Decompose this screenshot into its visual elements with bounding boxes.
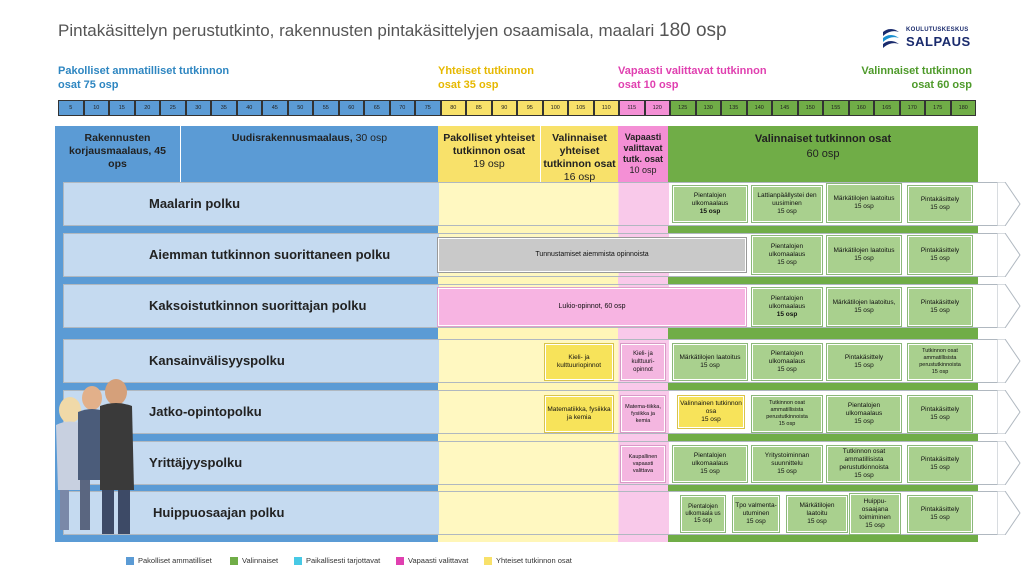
path-label: Jatko-opintopolku: [149, 404, 262, 419]
box-text: Lukio-opinnot, 60 osp: [558, 303, 626, 310]
path-label: Kaksoistutkinnon suorittajan polku: [149, 298, 367, 313]
path-label: Aiemman tutkinnon suorittaneen polku: [149, 247, 391, 262]
box-text: Pientalojen ulkomaalaus: [768, 243, 806, 258]
scale-tick: 40: [237, 100, 263, 116]
box-r5-pientalojen: [827, 396, 901, 432]
logo-name: SALPAUS: [906, 34, 971, 49]
box-osp: 15 osp: [930, 464, 950, 471]
box-text: Tpo valmenta-utuminen: [735, 502, 777, 517]
title-text: Pintakäsittelyn perustutkinto, rakennusten pintakäsittelyjen osaamisala, maalari: [58, 21, 655, 40]
box-r4-kieli-vapaa: [621, 344, 665, 380]
box-text: Kieli- ja kulttuuriopinnot: [556, 354, 602, 369]
box-osp: 15 osp: [854, 362, 874, 369]
col-valyht-l3: tutkinnon osat: [543, 158, 616, 170]
box-osp: 15 osp: [930, 307, 950, 314]
col-valyht-l1: Valinnaiset: [552, 132, 607, 144]
box-text: Pientalojen ulkomaalaus: [768, 295, 806, 310]
segment-pakolliset-l1: Pakolliset ammatilliset tutkinnon: [58, 65, 230, 77]
box-osp: 15 osp: [746, 518, 766, 525]
box-r7-pintakasittely: [908, 496, 972, 532]
path-row-yellow-part: [439, 183, 619, 225]
box-r7-pientalojen: [681, 496, 725, 532]
box-text: Pintakäsittely: [920, 456, 960, 463]
box-r5-matematiikka: [545, 396, 613, 432]
box-osp: 15 osp: [777, 208, 797, 215]
col-val-l1: Valinnaiset tutkinnon osat: [754, 133, 892, 145]
box-text: Yritystoiminnan suunnittelu: [764, 452, 810, 467]
col-vap-l3: tutk. osat: [622, 154, 663, 164]
box-osp: 15 osp: [854, 203, 874, 210]
box-text: Matematiikka, fysiikka ja kemia: [547, 406, 611, 421]
legend-text: Valinnaiset: [242, 556, 279, 565]
scale-tick: 155: [823, 100, 849, 116]
legend-text: Yhteiset tutkinnon osat: [496, 556, 572, 565]
path-arrow-icon: [997, 441, 1021, 485]
box-text: Pientalojen ulkomaalaus: [691, 452, 729, 467]
box-r7-huippuosaaja: [850, 494, 900, 534]
box-text: Pintakäsittely: [920, 196, 960, 203]
salpaus-logo: [880, 24, 980, 52]
scale-tick: 35: [211, 100, 237, 116]
path-arrow-icon: [997, 284, 1021, 328]
box-text: Pintakäsittely: [920, 247, 960, 254]
box-osp: 15 osp: [700, 468, 720, 475]
legend-pakolliset: [126, 556, 212, 565]
box-r3-pintakasittely: [908, 288, 972, 326]
scale-tick: 30: [186, 100, 212, 116]
col-vap-n: 10 osp: [629, 165, 657, 175]
box-text: Tutkinnon osat ammatillisista perustutkinnoista: [919, 348, 961, 368]
box-text: Pientalojen ulkomaalaus: [845, 402, 883, 417]
scale-tick: 10: [84, 100, 110, 116]
box-osp: 15 osp: [693, 517, 712, 524]
box-text: Lattianpäällystei den uusiminen: [757, 192, 817, 207]
legend-text: Vapaasti valittavat: [408, 556, 469, 565]
path-arrow-icon: [997, 491, 1021, 535]
box-osp: 15 osp: [777, 366, 797, 373]
scale-tick: 130: [696, 100, 722, 116]
scale-tick: 70: [390, 100, 416, 116]
path-row-yellow-part: [439, 442, 619, 484]
scale-tick: 55: [313, 100, 339, 116]
col-valyht-n: 16 osp: [563, 171, 596, 183]
box-osp: 15 osp: [854, 307, 874, 314]
box-osp: 15 osp: [807, 518, 827, 525]
box-text: Pientalojen ulkomaalaus: [768, 350, 806, 365]
segment-valinnaiset: [830, 64, 972, 92]
box-text: Märkätilojen laatoitus: [833, 247, 895, 254]
col-vapaasti: [618, 126, 668, 182]
box-text: Pintakäsittely: [844, 354, 884, 361]
scale-tick: 125: [670, 100, 696, 116]
segment-vapaasti-l1: Vapaasti valittavat tutkinnon: [618, 65, 767, 77]
legend-paikallisesti: [294, 556, 380, 565]
segment-vapaasti: [618, 64, 767, 92]
col-pakyht-l2: tutkinnon osat: [452, 145, 526, 157]
students-illustration-icon: [48, 370, 143, 540]
box-r5-valinnainen: [678, 396, 744, 428]
scale-tick: 60: [339, 100, 365, 116]
box-text: Kieli- ja kulttuuri-opinnot: [631, 351, 655, 373]
path-arrow-icon: [997, 182, 1021, 226]
col-korjausmaalaus: [55, 126, 181, 182]
col-val-n: 60 osp: [806, 148, 840, 160]
box-r6-pientalojen: [673, 446, 747, 482]
box-text: Märkätilojen laatoitus: [679, 354, 741, 361]
legend-text: Paikallisesti tarjottavat: [306, 556, 381, 565]
box-text: Tunnustamiset aiemmista opinnoista: [535, 251, 649, 258]
box-r7-markatila: [787, 496, 847, 532]
box-r4-pintakasittely: [827, 344, 901, 380]
box-osp: 15 osp: [778, 421, 796, 427]
title-points: 180 osp: [659, 20, 727, 41]
scale-tick: 165: [874, 100, 900, 116]
scale-tick: 20: [135, 100, 161, 116]
path-row-blue-part: [64, 183, 439, 225]
col-pakyht-n: 19 osp: [473, 158, 505, 170]
osp-scale: [58, 100, 976, 116]
scale-tick: 180: [951, 100, 977, 116]
box-text: Pientalojen ulkomaala us: [685, 503, 721, 517]
legend-swatch-pink: [396, 557, 404, 565]
col-korjaus-l3: ops: [108, 158, 127, 170]
col-korjaus-l2: korjausmaalaus, 45: [69, 145, 166, 157]
path-label: Huippuosaajan polku: [153, 505, 285, 520]
path-arrow-icon: [997, 233, 1021, 277]
box-r1-lattia: [752, 186, 822, 222]
legend-swatch-yellow: [484, 557, 492, 565]
box-r2-tunnustamiset: [438, 238, 746, 272]
path-row-pink-part: [619, 183, 669, 225]
box-r6-yritystoiminta: [752, 446, 822, 482]
logo-subtitle: KOULUTUSKESKUS: [906, 27, 969, 33]
box-r4-pientalojen: [752, 344, 822, 380]
box-text: Pientalojen ulkomaalaus: [691, 192, 729, 207]
scale-tick: 5: [58, 100, 84, 116]
box-text: Matema-tiikka, fysiikka ja kemia: [625, 403, 661, 424]
legend-valinnaiset: [230, 556, 278, 565]
box-r4-markatila: [673, 344, 747, 380]
segment-yhteiset-l2: osat 35 osp: [438, 79, 499, 91]
scale-tick: 45: [262, 100, 288, 116]
box-text: Märkätilojen laatoitus: [833, 195, 895, 202]
box-r4-kieli: [545, 344, 613, 380]
scale-tick: 15: [109, 100, 135, 116]
box-osp: 15 osp: [854, 472, 874, 479]
page-title: [58, 20, 727, 42]
box-osp: 15 osp: [700, 362, 720, 369]
box-text: Pintakäsittely: [920, 299, 960, 306]
path-label: Maalarin polku: [149, 196, 241, 211]
scale-tick: 175: [925, 100, 951, 116]
scale-tick: 120: [645, 100, 671, 116]
scale-tick: 160: [849, 100, 875, 116]
path-label: Yrittäjyyspolku: [149, 455, 243, 470]
legend-swatch-blue: [126, 557, 134, 565]
scale-tick: 145: [772, 100, 798, 116]
col-korjaus-l1: Rakennusten: [84, 132, 151, 144]
box-r1-pientalojen: [673, 186, 747, 222]
scale-tick: 85: [466, 100, 492, 116]
scale-tick: 50: [288, 100, 314, 116]
logo-mark-icon: [880, 26, 902, 50]
legend-vapaasti: [396, 556, 468, 565]
col-pakyht-l1: Pakolliset yhteiset: [443, 132, 535, 144]
segment-yhteiset-l1: Yhteiset tutkinnon: [438, 65, 534, 77]
scale-tick: 75: [415, 100, 441, 116]
box-text: Huippu-osaajana toimiminen: [859, 498, 891, 521]
box-r6-pintakasittely: [908, 446, 972, 482]
box-r2-markatila: [827, 236, 901, 274]
box-text: Tutkinnon osat ammatillisista perustutkinnoista: [839, 448, 889, 471]
segment-yhteiset: [438, 64, 534, 92]
col-uudis-n: 30 osp: [352, 132, 388, 144]
box-osp: 15 osp: [701, 416, 721, 423]
box-r3-pientalojen: [752, 288, 822, 326]
col-valyht-l2: yhteiset: [559, 145, 600, 157]
box-text: Tutkinnon osat ammatillisista perustutkinnoista: [766, 400, 808, 420]
segment-valinnaiset-l1: Valinnaiset tutkinnon: [861, 65, 972, 77]
box-r6-kaupallinen: [621, 446, 665, 482]
box-osp: 15 osp: [930, 204, 950, 211]
box-osp: 15 osp: [865, 522, 885, 529]
scale-tick: 115: [619, 100, 645, 116]
col-uudis-l1: Uudisrakennusmaalaus,: [231, 132, 353, 144]
box-r5-tutkinnon-osat: [752, 396, 822, 432]
box-r6-tutkinnon-osat: [827, 446, 901, 482]
box-r1-markatila: [827, 184, 901, 222]
scale-tick: 100: [543, 100, 569, 116]
col-valinnaiset: [668, 126, 978, 182]
box-osp: 15 osp: [777, 259, 797, 266]
legend-swatch-green: [230, 557, 238, 565]
box-r3-lukio: [438, 288, 746, 326]
scale-tick: 110: [594, 100, 620, 116]
box-osp: 15 osp: [854, 255, 874, 262]
legend-text: Pakolliset ammatilliset: [138, 556, 212, 565]
box-r4-tutkinnon-osat: [908, 344, 972, 380]
box-r2-pintakasittely: [908, 236, 972, 274]
col-valinnaiset-yhteiset: [541, 126, 618, 182]
box-osp: 15 osp: [930, 255, 950, 262]
box-r3-markatila: [827, 288, 901, 326]
scale-tick: 65: [364, 100, 390, 116]
box-text: Märkätilojen laatoitu: [799, 502, 835, 517]
segment-pakolliset-l2: osat 75 osp: [58, 79, 119, 91]
legend-swatch-cyan: [294, 557, 302, 565]
box-osp: 15 osp: [854, 418, 874, 425]
scale-tick: 25: [160, 100, 186, 116]
scale-tick: 90: [492, 100, 518, 116]
path-row-yellow-part: [439, 492, 619, 534]
scale-tick: 150: [798, 100, 824, 116]
box-text: Pintakäsittely: [920, 506, 960, 513]
path-arrow-icon: [997, 390, 1021, 434]
scale-tick: 135: [721, 100, 747, 116]
segment-vapaasti-l2: osat 10 osp: [618, 79, 679, 91]
box-r7-tpo: [733, 496, 779, 532]
box-osp: 15 osp: [699, 208, 721, 215]
box-osp: 15 osp: [930, 414, 950, 421]
path-label: Kansainvälisyyspolku: [149, 353, 285, 368]
scale-tick: 105: [568, 100, 594, 116]
box-text: Pintakäsittely: [920, 406, 960, 413]
scale-tick: 80: [441, 100, 467, 116]
col-vap-l1: Vapaasti: [624, 132, 662, 142]
box-r5-matematiikka-vapaa: [621, 396, 665, 432]
box-osp: 15 osp: [777, 468, 797, 475]
scale-tick: 140: [747, 100, 773, 116]
path-row-pink-part: [619, 492, 669, 534]
box-r1-pintakasittely: [908, 186, 972, 222]
box-r5-pintakasittely: [908, 396, 972, 432]
scale-tick: 95: [517, 100, 543, 116]
path-arrow-icon: [997, 339, 1021, 383]
legend-yhteiset: [484, 556, 572, 565]
segment-valinnaiset-l2: osat 60 osp: [911, 79, 972, 91]
scale-tick: 170: [900, 100, 926, 116]
segment-pakolliset: [58, 64, 229, 92]
box-osp: 15 osp: [776, 311, 798, 318]
box-text: Valinnainen tutkinnon osa: [680, 400, 742, 415]
col-pakolliset-yhteiset: [438, 126, 541, 182]
box-r2-pientalojen: [752, 236, 822, 274]
box-text: Kaupallinen vapaasti valittava: [628, 453, 658, 474]
col-uudisrakennus: [181, 126, 438, 182]
box-osp: 15 osp: [930, 514, 950, 521]
box-text: Märkätilojen laatoitus,: [832, 299, 896, 306]
box-osp: 15 osp: [931, 369, 949, 375]
col-vap-l2: valittavat: [623, 143, 663, 153]
